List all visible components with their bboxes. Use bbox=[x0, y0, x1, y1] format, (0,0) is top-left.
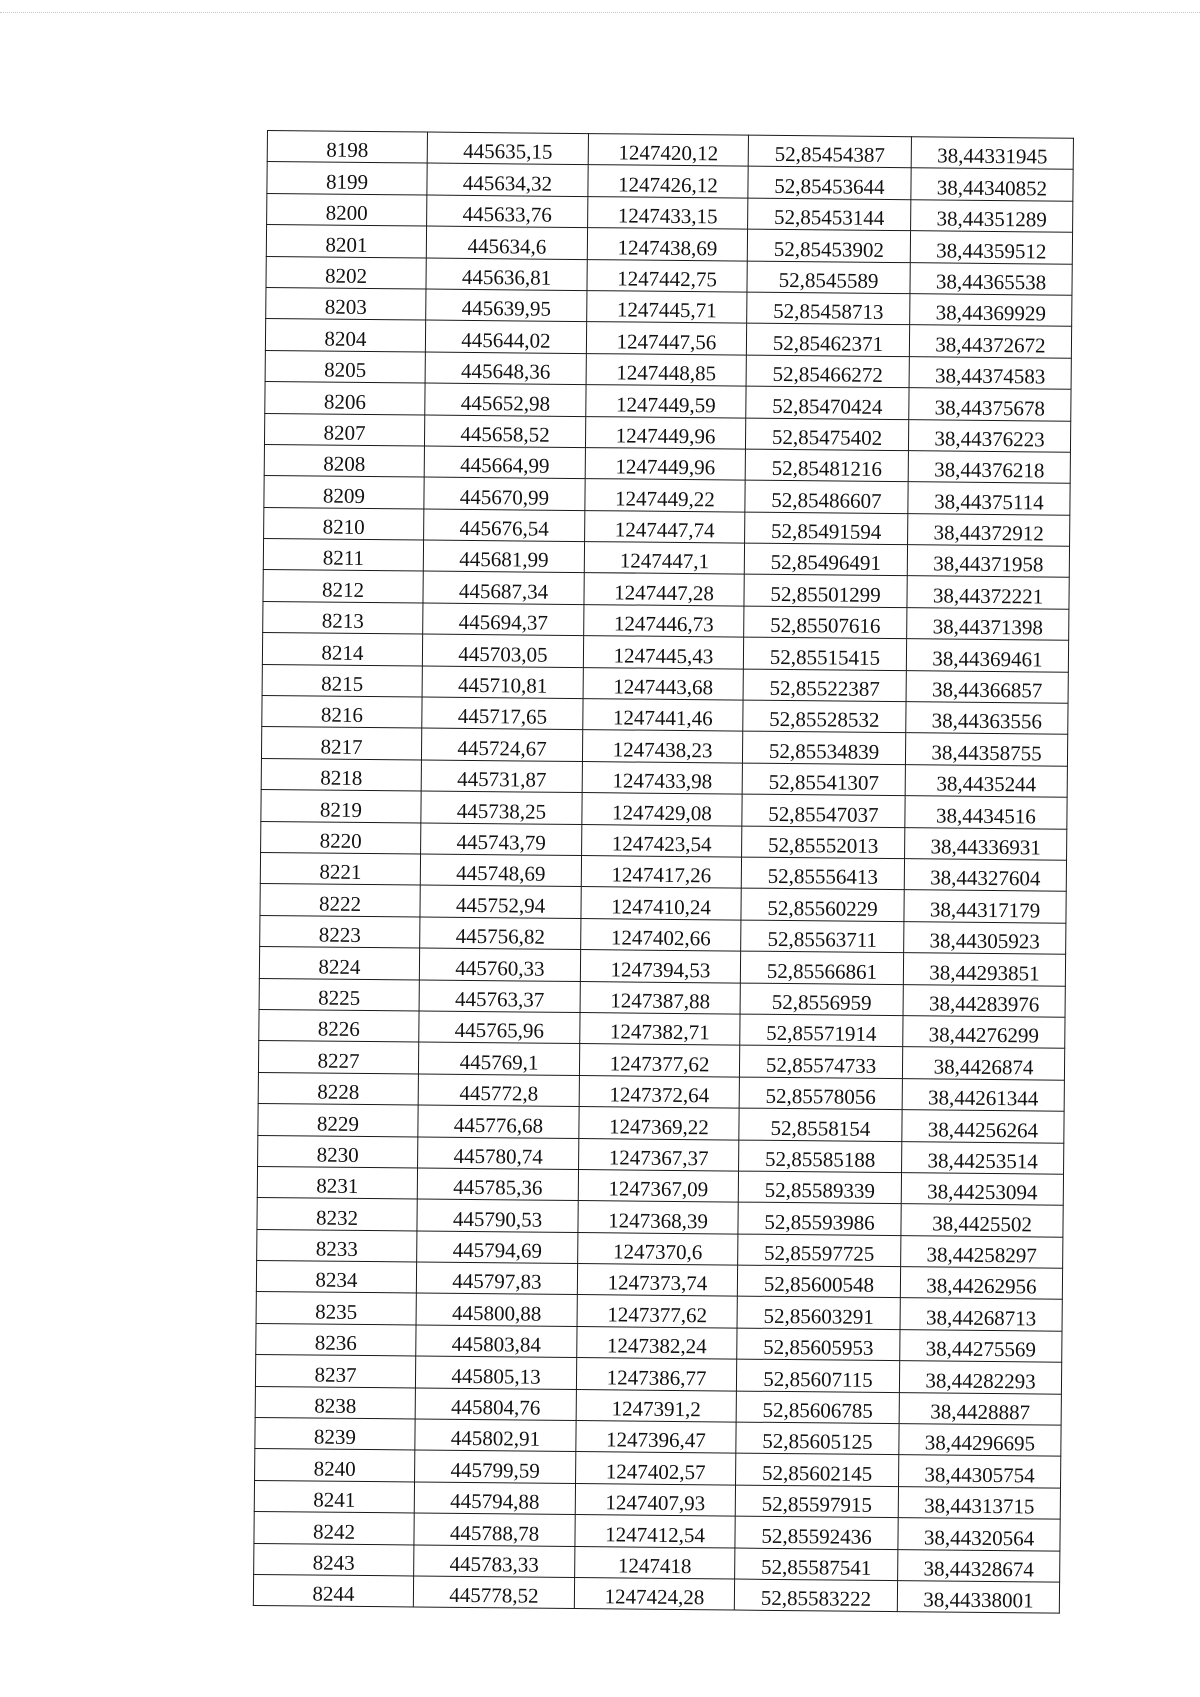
y-coordinate-cell: 1247372,64 bbox=[579, 1075, 739, 1108]
x-coordinate-cell: 445769,1 bbox=[418, 1042, 579, 1075]
latitude-cell: 52,85560229 bbox=[741, 888, 904, 921]
x-coordinate-cell: 445765,96 bbox=[419, 1011, 580, 1044]
latitude-cell: 52,85603291 bbox=[737, 1297, 900, 1330]
point-number-cell: 8240 bbox=[255, 1449, 415, 1482]
latitude-cell: 52,85606785 bbox=[736, 1391, 899, 1424]
point-number-cell: 8230 bbox=[258, 1135, 418, 1168]
x-coordinate-cell: 445794,69 bbox=[417, 1231, 578, 1264]
y-coordinate-cell: 1247386,77 bbox=[576, 1358, 736, 1391]
x-coordinate-cell: 445703,05 bbox=[422, 634, 583, 667]
longitude-cell: 38,4434516 bbox=[905, 796, 1067, 829]
y-coordinate-cell: 1247449,96 bbox=[585, 447, 745, 480]
point-number-cell: 8209 bbox=[264, 476, 424, 509]
x-coordinate-cell: 445676,54 bbox=[424, 509, 585, 542]
x-coordinate-cell: 445731,87 bbox=[421, 760, 582, 793]
point-number-cell: 8216 bbox=[262, 696, 422, 729]
latitude-cell: 52,85607115 bbox=[736, 1359, 899, 1392]
latitude-cell: 52,8558154 bbox=[739, 1108, 902, 1141]
latitude-cell: 52,85600548 bbox=[737, 1265, 900, 1298]
longitude-cell: 38,44268713 bbox=[900, 1298, 1062, 1331]
x-coordinate-cell: 445799,59 bbox=[415, 1450, 576, 1483]
point-number-cell: 8219 bbox=[261, 790, 421, 823]
y-coordinate-cell: 1247447,28 bbox=[584, 573, 744, 606]
y-coordinate-cell: 1247377,62 bbox=[577, 1295, 737, 1328]
longitude-cell: 38,44372912 bbox=[908, 513, 1070, 546]
y-coordinate-cell: 1247410,24 bbox=[581, 887, 741, 920]
longitude-cell: 38,44340852 bbox=[911, 168, 1073, 201]
x-coordinate-cell: 445776,68 bbox=[418, 1105, 579, 1138]
longitude-cell: 38,44376218 bbox=[908, 451, 1070, 484]
x-coordinate-cell: 445738,25 bbox=[421, 791, 582, 824]
x-coordinate-cell: 445694,37 bbox=[423, 603, 584, 636]
y-coordinate-cell: 1247370,6 bbox=[578, 1232, 738, 1265]
point-number-cell: 8238 bbox=[255, 1386, 415, 1419]
y-coordinate-cell: 1247367,37 bbox=[579, 1138, 739, 1171]
latitude-cell: 52,85458713 bbox=[747, 292, 910, 325]
x-coordinate-cell: 445785,36 bbox=[417, 1168, 578, 1201]
x-coordinate-cell: 445752,94 bbox=[420, 885, 581, 918]
longitude-cell: 38,44253514 bbox=[902, 1141, 1064, 1174]
point-number-cell: 8227 bbox=[258, 1041, 418, 1074]
y-coordinate-cell: 1247377,62 bbox=[579, 1044, 739, 1077]
x-coordinate-cell: 445648,36 bbox=[425, 352, 586, 385]
x-coordinate-cell: 445794,88 bbox=[414, 1482, 575, 1515]
longitude-cell: 38,44376223 bbox=[908, 419, 1070, 452]
x-coordinate-cell: 445687,34 bbox=[423, 571, 584, 604]
longitude-cell: 38,44363556 bbox=[906, 702, 1068, 735]
x-coordinate-cell: 445743,79 bbox=[421, 823, 582, 856]
y-coordinate-cell: 1247447,74 bbox=[585, 510, 745, 543]
y-coordinate-cell: 1247448,85 bbox=[586, 353, 746, 386]
x-coordinate-cell: 445778,52 bbox=[413, 1576, 574, 1609]
x-coordinate-cell: 445772,8 bbox=[418, 1074, 579, 1107]
point-number-cell: 8203 bbox=[266, 287, 426, 320]
y-coordinate-cell: 1247449,96 bbox=[585, 416, 745, 449]
longitude-cell: 38,44371398 bbox=[907, 608, 1069, 641]
point-number-cell: 8225 bbox=[259, 978, 419, 1011]
latitude-cell: 52,8545589 bbox=[747, 261, 910, 294]
longitude-cell: 38,44320564 bbox=[898, 1518, 1060, 1551]
scan-top-edge bbox=[0, 12, 1200, 13]
y-coordinate-cell: 1247382,71 bbox=[580, 1012, 740, 1045]
x-coordinate-cell: 445652,98 bbox=[425, 383, 586, 416]
x-coordinate-cell: 445790,53 bbox=[417, 1199, 578, 1232]
latitude-cell: 52,85602145 bbox=[736, 1453, 899, 1486]
x-coordinate-cell: 445710,81 bbox=[422, 666, 583, 699]
longitude-cell: 38,44296695 bbox=[899, 1424, 1061, 1457]
point-number-cell: 8223 bbox=[260, 915, 420, 948]
point-number-cell: 8211 bbox=[263, 539, 423, 572]
latitude-cell: 52,85454387 bbox=[748, 135, 911, 168]
point-number-cell: 8199 bbox=[267, 162, 427, 195]
x-coordinate-cell: 445681,99 bbox=[423, 540, 584, 573]
longitude-cell: 38,4426874 bbox=[902, 1047, 1064, 1080]
point-number-cell: 8207 bbox=[264, 413, 424, 446]
coordinates-table-body bbox=[253, 131, 1073, 1614]
point-number-cell: 8226 bbox=[259, 1009, 419, 1042]
x-coordinate-cell: 445633,76 bbox=[427, 195, 588, 228]
longitude-cell: 38,44372672 bbox=[909, 325, 1071, 358]
longitude-cell: 38,44276299 bbox=[903, 1016, 1065, 1049]
point-number-cell: 8198 bbox=[267, 131, 427, 164]
latitude-cell: 52,85605953 bbox=[737, 1328, 900, 1361]
latitude-cell: 52,85605125 bbox=[736, 1422, 899, 1455]
x-coordinate-cell: 445658,52 bbox=[424, 415, 585, 448]
latitude-cell: 52,85534839 bbox=[742, 732, 905, 765]
point-number-cell: 8234 bbox=[256, 1261, 416, 1294]
longitude-cell: 38,44369929 bbox=[910, 294, 1072, 327]
longitude-cell: 38,44374583 bbox=[909, 356, 1071, 389]
y-coordinate-cell: 1247402,57 bbox=[576, 1452, 736, 1485]
point-number-cell: 8208 bbox=[264, 444, 424, 477]
latitude-cell: 52,85589339 bbox=[738, 1171, 901, 1204]
point-number-cell: 8202 bbox=[266, 256, 426, 289]
point-number-cell: 8241 bbox=[254, 1480, 414, 1513]
longitude-cell: 38,4428887 bbox=[899, 1392, 1061, 1425]
latitude-cell: 52,85585188 bbox=[739, 1140, 902, 1173]
x-coordinate-cell: 445783,33 bbox=[414, 1545, 575, 1578]
y-coordinate-cell: 1247424,28 bbox=[574, 1577, 734, 1610]
latitude-cell: 52,85462371 bbox=[746, 323, 909, 356]
y-coordinate-cell: 1247373,74 bbox=[577, 1264, 737, 1297]
latitude-cell: 52,85541307 bbox=[742, 763, 905, 796]
latitude-cell: 52,85587541 bbox=[735, 1548, 898, 1581]
y-coordinate-cell: 1247447,1 bbox=[584, 542, 744, 575]
point-number-cell: 8201 bbox=[266, 225, 426, 258]
latitude-cell: 52,85592436 bbox=[735, 1516, 898, 1549]
x-coordinate-cell: 445748,69 bbox=[420, 854, 581, 887]
y-coordinate-cell: 1247387,88 bbox=[580, 981, 740, 1014]
longitude-cell: 38,44313715 bbox=[898, 1486, 1060, 1519]
y-coordinate-cell: 1247445,71 bbox=[587, 291, 747, 324]
longitude-cell: 38,44305923 bbox=[904, 921, 1066, 954]
point-number-cell: 8215 bbox=[262, 664, 422, 697]
latitude-cell: 52,85470424 bbox=[746, 386, 909, 419]
y-coordinate-cell: 1247433,98 bbox=[582, 761, 742, 794]
point-number-cell: 8214 bbox=[262, 633, 422, 666]
latitude-cell: 52,85501299 bbox=[744, 575, 907, 608]
latitude-cell: 52,85552013 bbox=[742, 826, 905, 859]
latitude-cell: 52,85522387 bbox=[743, 669, 906, 702]
latitude-cell: 52,85597725 bbox=[738, 1234, 901, 1267]
y-coordinate-cell: 1247417,26 bbox=[581, 856, 741, 889]
latitude-cell: 52,8556959 bbox=[740, 983, 903, 1016]
point-number-cell: 8224 bbox=[259, 947, 419, 980]
latitude-cell: 52,85496491 bbox=[744, 543, 907, 576]
x-coordinate-cell: 445634,6 bbox=[426, 226, 587, 259]
x-coordinate-cell: 445636,81 bbox=[426, 258, 587, 291]
latitude-cell: 52,85453644 bbox=[748, 167, 911, 200]
longitude-cell: 38,44327604 bbox=[904, 859, 1066, 892]
y-coordinate-cell: 1247407,93 bbox=[575, 1483, 735, 1516]
y-coordinate-cell: 1247368,39 bbox=[578, 1201, 738, 1234]
longitude-cell: 38,44336931 bbox=[905, 827, 1067, 860]
x-coordinate-cell: 445664,99 bbox=[424, 446, 585, 479]
latitude-cell: 52,85481216 bbox=[745, 449, 908, 482]
x-coordinate-cell: 445800,88 bbox=[416, 1293, 577, 1326]
latitude-cell: 52,85597915 bbox=[735, 1485, 898, 1518]
x-coordinate-cell: 445634,32 bbox=[427, 163, 588, 196]
point-number-cell: 8213 bbox=[263, 601, 423, 634]
latitude-cell: 52,85515415 bbox=[743, 637, 906, 670]
longitude-cell: 38,44331945 bbox=[911, 137, 1073, 170]
longitude-cell: 38,44351289 bbox=[911, 199, 1073, 232]
latitude-cell: 52,85466272 bbox=[746, 355, 909, 388]
latitude-cell: 52,85491594 bbox=[745, 512, 908, 545]
y-coordinate-cell: 1247394,53 bbox=[580, 950, 740, 983]
point-number-cell: 8220 bbox=[261, 821, 421, 854]
point-number-cell: 8232 bbox=[257, 1198, 417, 1231]
point-number-cell: 8235 bbox=[256, 1292, 416, 1325]
y-coordinate-cell: 1247423,54 bbox=[582, 824, 742, 857]
latitude-cell: 52,85574733 bbox=[739, 1045, 902, 1078]
x-coordinate-cell: 445802,91 bbox=[415, 1419, 576, 1452]
longitude-cell: 38,44375678 bbox=[909, 388, 1071, 421]
y-coordinate-cell: 1247426,12 bbox=[588, 165, 748, 198]
longitude-cell: 38,44369461 bbox=[906, 639, 1068, 672]
y-coordinate-cell: 1247396,47 bbox=[576, 1421, 736, 1454]
y-coordinate-cell: 1247412,54 bbox=[575, 1515, 735, 1548]
latitude-cell: 52,85475402 bbox=[745, 418, 908, 451]
point-number-cell: 8218 bbox=[261, 758, 421, 791]
latitude-cell: 52,85507616 bbox=[744, 606, 907, 639]
point-number-cell: 8206 bbox=[265, 382, 425, 415]
x-coordinate-cell: 445756,82 bbox=[420, 917, 581, 950]
point-number-cell: 8200 bbox=[267, 193, 427, 226]
latitude-cell: 52,85593986 bbox=[738, 1202, 901, 1235]
longitude-cell: 38,44283976 bbox=[903, 984, 1065, 1017]
longitude-cell: 38,44275569 bbox=[900, 1329, 1062, 1362]
y-coordinate-cell: 1247420,12 bbox=[588, 134, 748, 167]
longitude-cell: 38,44253094 bbox=[901, 1173, 1063, 1206]
latitude-cell: 52,85556413 bbox=[741, 857, 904, 890]
longitude-cell: 38,44305754 bbox=[899, 1455, 1061, 1488]
x-coordinate-cell: 445635,15 bbox=[427, 132, 588, 165]
latitude-cell: 52,85578056 bbox=[739, 1077, 902, 1110]
x-coordinate-cell: 445760,33 bbox=[419, 948, 580, 981]
y-coordinate-cell: 1247442,75 bbox=[587, 259, 747, 292]
longitude-cell: 38,44317179 bbox=[904, 890, 1066, 923]
latitude-cell: 52,85566861 bbox=[740, 951, 903, 984]
point-number-cell: 8231 bbox=[257, 1166, 417, 1199]
longitude-cell: 38,4425502 bbox=[901, 1204, 1063, 1237]
latitude-cell: 52,85453902 bbox=[747, 229, 910, 262]
longitude-cell: 38,44262956 bbox=[900, 1267, 1062, 1300]
point-number-cell: 8239 bbox=[255, 1417, 415, 1450]
y-coordinate-cell: 1247438,23 bbox=[582, 730, 742, 763]
y-coordinate-cell: 1247391,2 bbox=[576, 1389, 736, 1422]
longitude-cell: 38,44371958 bbox=[907, 545, 1069, 578]
y-coordinate-cell: 1247433,15 bbox=[588, 196, 748, 229]
y-coordinate-cell: 1247443,68 bbox=[583, 667, 743, 700]
point-number-cell: 8229 bbox=[258, 1104, 418, 1137]
x-coordinate-cell: 445803,84 bbox=[416, 1325, 577, 1358]
point-number-cell: 8210 bbox=[264, 507, 424, 540]
y-coordinate-cell: 1247449,59 bbox=[586, 385, 746, 418]
point-number-cell: 8205 bbox=[265, 350, 425, 383]
latitude-cell: 52,85571914 bbox=[740, 1014, 903, 1047]
x-coordinate-cell: 445639,95 bbox=[426, 289, 587, 322]
longitude-cell: 38,44261344 bbox=[902, 1078, 1064, 1111]
point-number-cell: 8233 bbox=[257, 1229, 417, 1262]
y-coordinate-cell: 1247382,24 bbox=[577, 1326, 737, 1359]
x-coordinate-cell: 445804,76 bbox=[415, 1388, 576, 1421]
x-coordinate-cell: 445763,37 bbox=[419, 980, 580, 1013]
longitude-cell: 38,44256264 bbox=[902, 1110, 1064, 1143]
latitude-cell: 52,85583222 bbox=[734, 1579, 897, 1612]
y-coordinate-cell: 1247369,22 bbox=[579, 1107, 739, 1140]
point-number-cell: 8244 bbox=[253, 1574, 413, 1607]
longitude-cell: 38,44282293 bbox=[899, 1361, 1061, 1394]
longitude-cell: 38,4435244 bbox=[905, 764, 1067, 797]
point-number-cell: 8243 bbox=[254, 1543, 414, 1576]
latitude-cell: 52,85563711 bbox=[741, 920, 904, 953]
longitude-cell: 38,44359512 bbox=[910, 231, 1072, 264]
y-coordinate-cell: 1247449,22 bbox=[585, 479, 745, 512]
longitude-cell: 38,44372221 bbox=[907, 576, 1069, 609]
y-coordinate-cell: 1247367,09 bbox=[578, 1169, 738, 1202]
longitude-cell: 38,44338001 bbox=[897, 1581, 1059, 1614]
x-coordinate-cell: 445670,99 bbox=[424, 477, 585, 510]
y-coordinate-cell: 1247445,43 bbox=[583, 636, 743, 669]
point-number-cell: 8217 bbox=[261, 727, 421, 760]
x-coordinate-cell: 445788,78 bbox=[414, 1513, 575, 1546]
point-number-cell: 8204 bbox=[265, 319, 425, 352]
longitude-cell: 38,44375114 bbox=[908, 482, 1070, 515]
x-coordinate-cell: 445724,67 bbox=[421, 728, 582, 761]
y-coordinate-cell: 1247441,46 bbox=[583, 699, 743, 732]
longitude-cell: 38,44258297 bbox=[901, 1235, 1063, 1268]
point-number-cell: 8222 bbox=[260, 884, 420, 917]
x-coordinate-cell: 445780,74 bbox=[418, 1136, 579, 1169]
y-coordinate-cell: 1247447,56 bbox=[586, 322, 746, 355]
x-coordinate-cell: 445805,13 bbox=[415, 1356, 576, 1389]
x-coordinate-cell: 445717,65 bbox=[422, 697, 583, 730]
y-coordinate-cell: 1247402,66 bbox=[581, 918, 741, 951]
y-coordinate-cell: 1247446,73 bbox=[584, 604, 744, 637]
longitude-cell: 38,44293851 bbox=[903, 953, 1065, 986]
point-number-cell: 8242 bbox=[254, 1512, 414, 1545]
point-number-cell: 8212 bbox=[263, 570, 423, 603]
x-coordinate-cell: 445644,02 bbox=[425, 320, 586, 353]
point-number-cell: 8221 bbox=[260, 852, 420, 885]
y-coordinate-cell: 1247418 bbox=[575, 1546, 735, 1579]
longitude-cell: 38,44365538 bbox=[910, 262, 1072, 295]
latitude-cell: 52,85453144 bbox=[748, 198, 911, 231]
latitude-cell: 52,85547037 bbox=[742, 794, 905, 827]
point-number-cell: 8237 bbox=[255, 1355, 415, 1388]
y-coordinate-cell: 1247429,08 bbox=[582, 793, 742, 826]
latitude-cell: 52,85486607 bbox=[745, 480, 908, 513]
point-number-cell: 8228 bbox=[258, 1072, 418, 1105]
point-number-cell: 8236 bbox=[256, 1323, 416, 1356]
longitude-cell: 38,44358755 bbox=[905, 733, 1067, 766]
latitude-cell: 52,85528532 bbox=[743, 700, 906, 733]
coordinates-table bbox=[253, 130, 1074, 1614]
longitude-cell: 38,44328674 bbox=[898, 1549, 1060, 1582]
longitude-cell: 38,44366857 bbox=[906, 670, 1068, 703]
y-coordinate-cell: 1247438,69 bbox=[587, 228, 747, 261]
x-coordinate-cell: 445797,83 bbox=[416, 1262, 577, 1295]
